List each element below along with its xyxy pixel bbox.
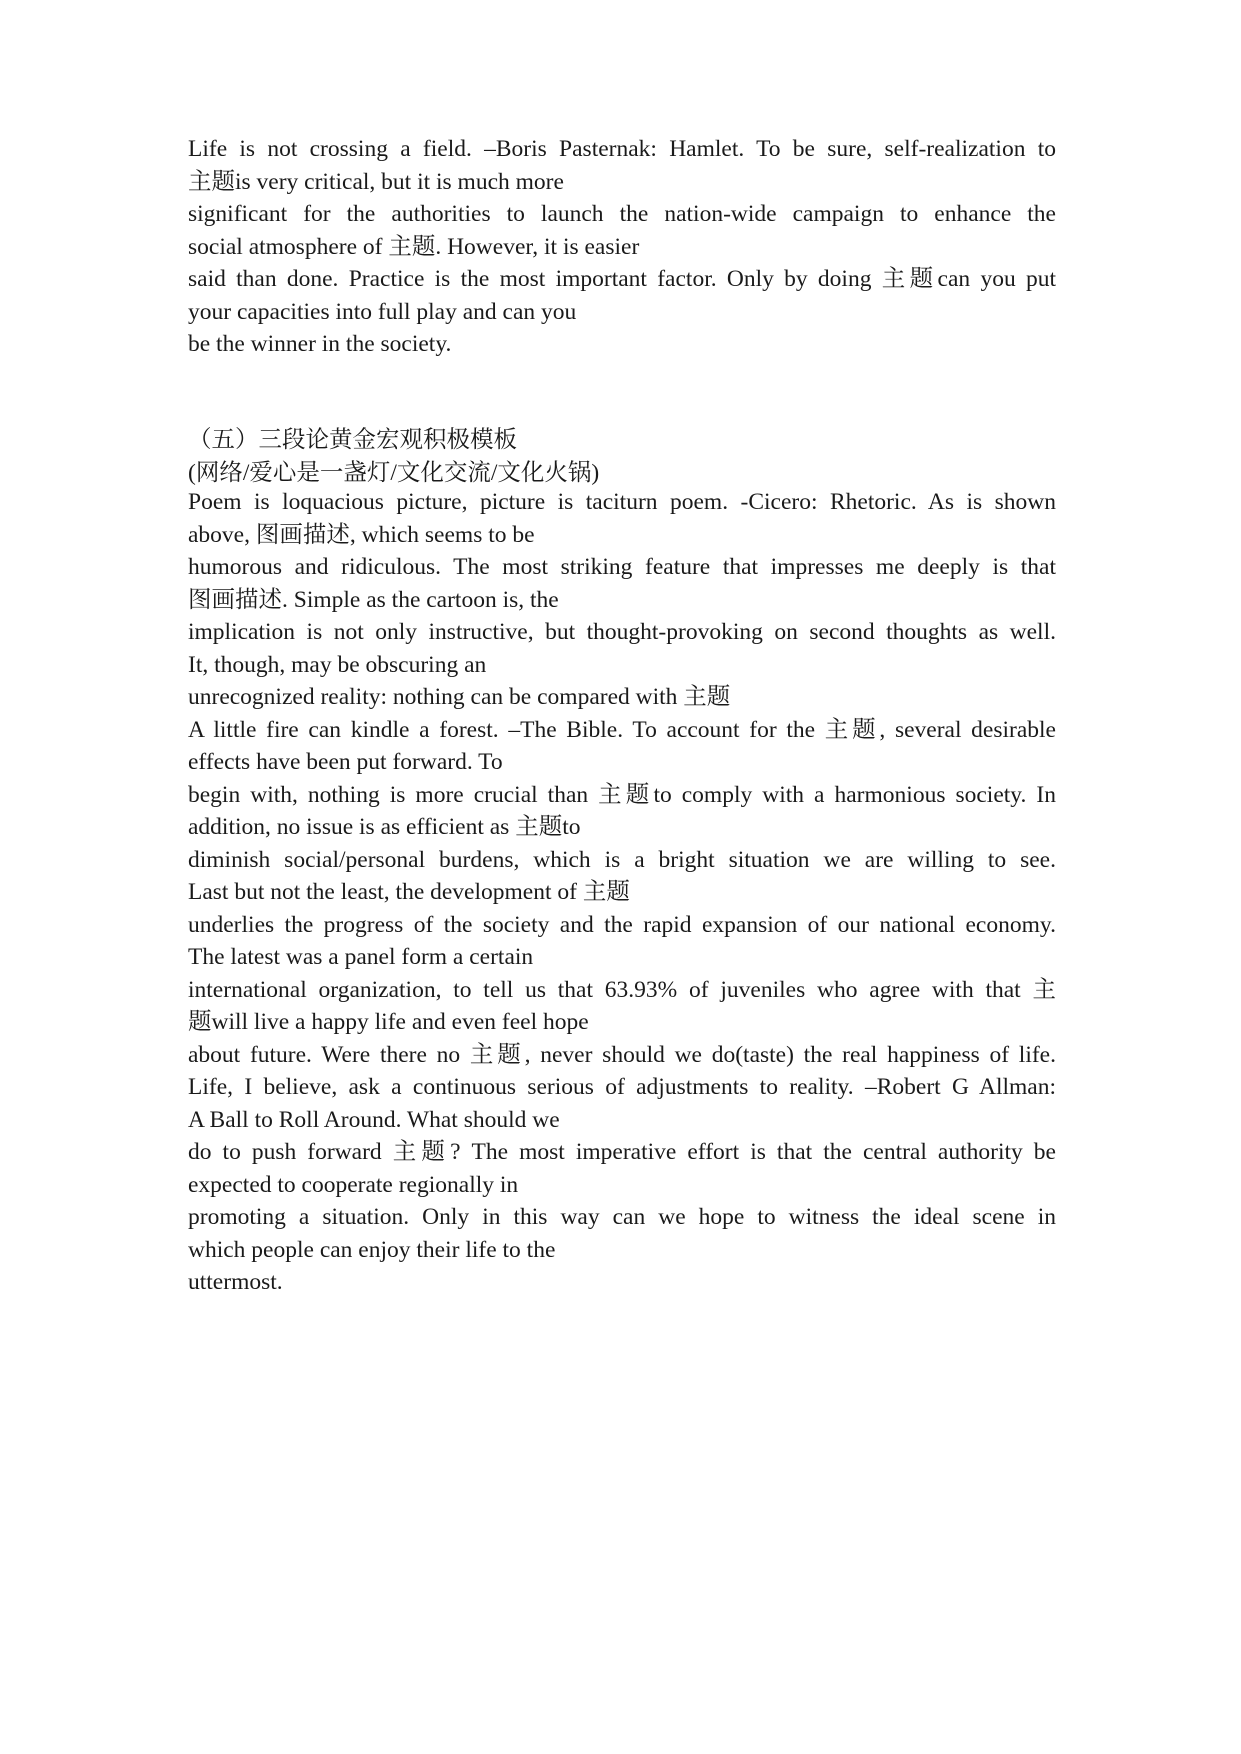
text-line: 题will live a happy life and even feel hope [188,1009,589,1035]
text-line: above, 图画描述, which seems to be [188,521,535,548]
text-line: uttermost. [188,1269,283,1295]
paragraph-block-1 [188,133,1056,361]
paragraph-block-2 [188,486,1056,1299]
text-line: The latest was a panel form a certain [188,944,534,970]
text-line: effects have been put forward. To [188,749,503,775]
text-line: diminish social/personal burdens, which is a bright situation we are willing to see. [188,846,1056,873]
text-line: 主题is very critical, but it is much more [188,168,564,195]
text-line: implication is not only instructive, but thought-provoking on second thoughts as well. [188,619,1056,645]
text-line: unrecognized reality: nothing can be compared with 主题 [188,684,731,710]
text-line: your capacities into full play and can you [188,298,577,325]
text-line: do to push forward 主题? The most imperative effort is that the central authority be [188,1139,1056,1165]
text-line: Last but not the least, the development of 主题 [188,879,630,905]
section-header [188,424,1056,489]
text-line: humorous and ridiculous. The most striking feature that impresses me deeply is that [188,554,1056,580]
text-line: 图画描述. Simple as the cartoon is, the [188,586,559,613]
text-line: expected to cooperate regionally in [188,1171,519,1198]
section-heading: （五）三段论黄金宏观积极模板 [188,427,517,453]
text-line: underlies the progress of the society and the rapid expansion of our national economy. [188,911,1056,938]
text-line: begin with, nothing is more crucial than 主题to comply with a harmonious society. In [188,781,1056,808]
text-line: be the winner in the society. [188,331,452,357]
text-line: Life, I believe, ask a continuous serious of adjustments to reality. –Robert G Allman: [188,1074,1056,1100]
text-line: about future. Were there no 主题, never should we do(taste) the real happiness of life. [188,1041,1056,1068]
text-line: international organization, to tell us that 63.93% of juveniles who agree with that 主 [188,976,1056,1003]
text-line: A little fire can kindle a forest. –The Bible. To account for the 主题, several desirable [188,716,1056,743]
text-line: A Ball to Roll Around. What should we [188,1106,560,1133]
text-line: addition, no issue is as efficient as 主题to [188,814,581,840]
text-line: Poem is loquacious picture, picture is taciturn poem. -Cicero: Rhetoric. As is shown [188,489,1056,515]
text-line: promoting a situation. Only in this way can we hope to witness the ideal scene in [188,1204,1056,1230]
section-subheading: (网络/爱心是一盏灯/文化交流/文化火锅) [188,459,600,486]
text-line: significant for the authorities to launch the nation-wide campaign to enhance the [188,201,1056,227]
text-line: It, though, may be obscuring an [188,651,487,678]
text-line: social atmosphere of 主题. However, it is easier [188,233,640,260]
text-line: said than done. Practice is the most important factor. Only by doing 主题can you put [188,266,1056,292]
text-line: Life is not crossing a field. –Boris Pasternak: Hamlet. To be sure, self-realization to [188,136,1056,162]
text-line: which people can enjoy their life to the [188,1236,556,1263]
